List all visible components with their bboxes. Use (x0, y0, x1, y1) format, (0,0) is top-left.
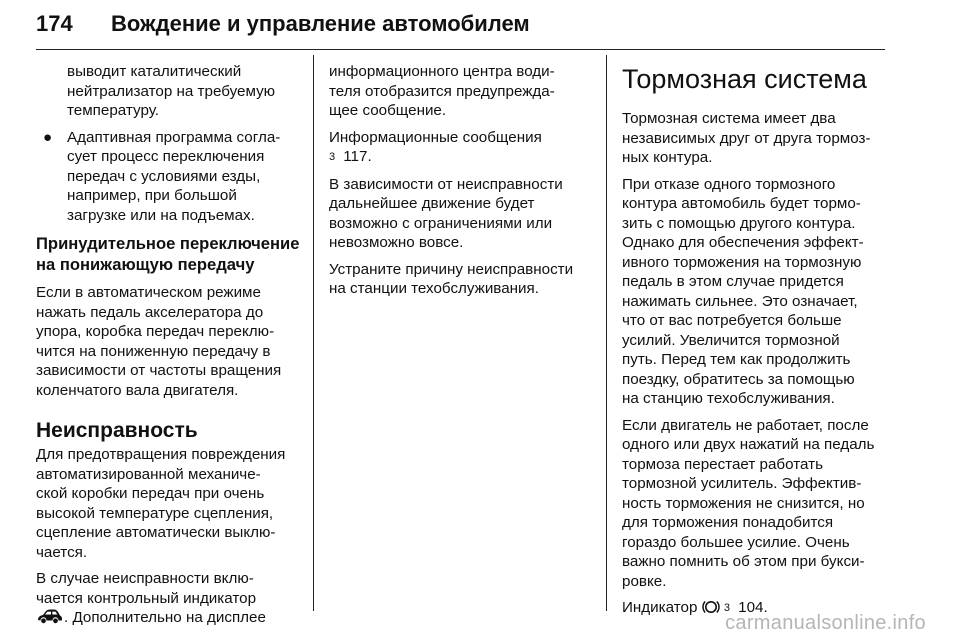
page-reference-link[interactable]: 117. (343, 148, 372, 165)
paragraph-driver-info: информационного центра води- теля отобразится предупрежда- щее сообщение. (329, 63, 555, 119)
bullet-dot: ● (43, 128, 53, 146)
paragraph-fault: Для предотвращения повреждения автоматизированной механиче- ской коробки передач при очень высокой температуре сцепления, сцепление автоматически выклю- чается. (36, 446, 286, 561)
paragraph-indicator: Индикатор 3 104. (622, 598, 892, 619)
paragraph-fault-consequence: В зависимости от неисправности дальнейшее движение будет возможно с ограничениями или невозможно вовсе. (329, 175, 563, 251)
car-fault-icon (36, 608, 63, 625)
brake-warning-icon (702, 599, 720, 615)
heading-fault: Неисправность (36, 419, 198, 442)
paragraph-kickdown: Если в автоматическом режиме нажать педаль акселератора до упора, коробка передач переклю- чится на пониженную передачу в зависимости от частоты вращения коленчатого вала двигателя. (36, 284, 282, 399)
column-divider-left (313, 55, 314, 611)
column-right (622, 64, 892, 626)
paragraph-continuation: выводит каталитический нейтрализатор на требуемую температуру. (67, 63, 276, 119)
page-title: Вождение и управление автомобилем (111, 11, 530, 36)
page-reference-link[interactable]: 104. (738, 599, 768, 616)
header-divider (36, 49, 885, 50)
bullet-item-adaptive-program: ● Адаптивная программа согла- сует процесс переключения передач с условиями езды, например, при большой загрузке или на подъемах. (43, 128, 281, 224)
paragraph-engine-off: Если двигатель не работает, после одного или двух нажатий на педаль тормоза перестает работать тормозной усилитель. Эффектив- ность торможения не снизится, но для торможения понадобится гораздо большее усилие. Очень важно помнить об этом при букси- ровке. (622, 416, 875, 590)
reference-arrow-icon: 3 (723, 602, 731, 614)
watermark: carmanualsonline.info (725, 612, 926, 634)
column-left (36, 62, 306, 635)
page-header (36, 6, 885, 48)
paragraph-fault-indicator: В случае неисправности вклю- чается контрольный индикатор . Дополнительно на дисплее (36, 570, 266, 626)
paragraph-brake-circuits: Тормозная система имеет два независимых друг от друга тормоз- ных контура. (622, 110, 871, 166)
heading-brake-system: Тормозная система (622, 64, 867, 94)
column-divider-right (606, 55, 607, 611)
column-middle (329, 62, 601, 306)
paragraph-circuit-failure: При отказе одного тормозного контура автомобиль будет тормо- зить с помощью другого контура. Однако для обеспечения эффект- ивного торможения на тормозную педаль в этом случае придется нажимать сильнее. Это означает, что от вас потребуется больше усилий. Увеличится тормозной путь. Перед тем как продолжить поездку, обратитесь за помощью на станцию техобслуживания. (622, 175, 864, 407)
page-number: 174 (36, 11, 73, 36)
paragraph-info-messages: Информационные сообщения 3 117. (329, 128, 601, 168)
paragraph-service: Устраните причину неисправности на станции техобслуживания. (329, 260, 574, 297)
reference-arrow-icon: 3 (329, 151, 336, 163)
heading-kickdown: Принудительное переключение на понижающую передачу (36, 234, 300, 274)
